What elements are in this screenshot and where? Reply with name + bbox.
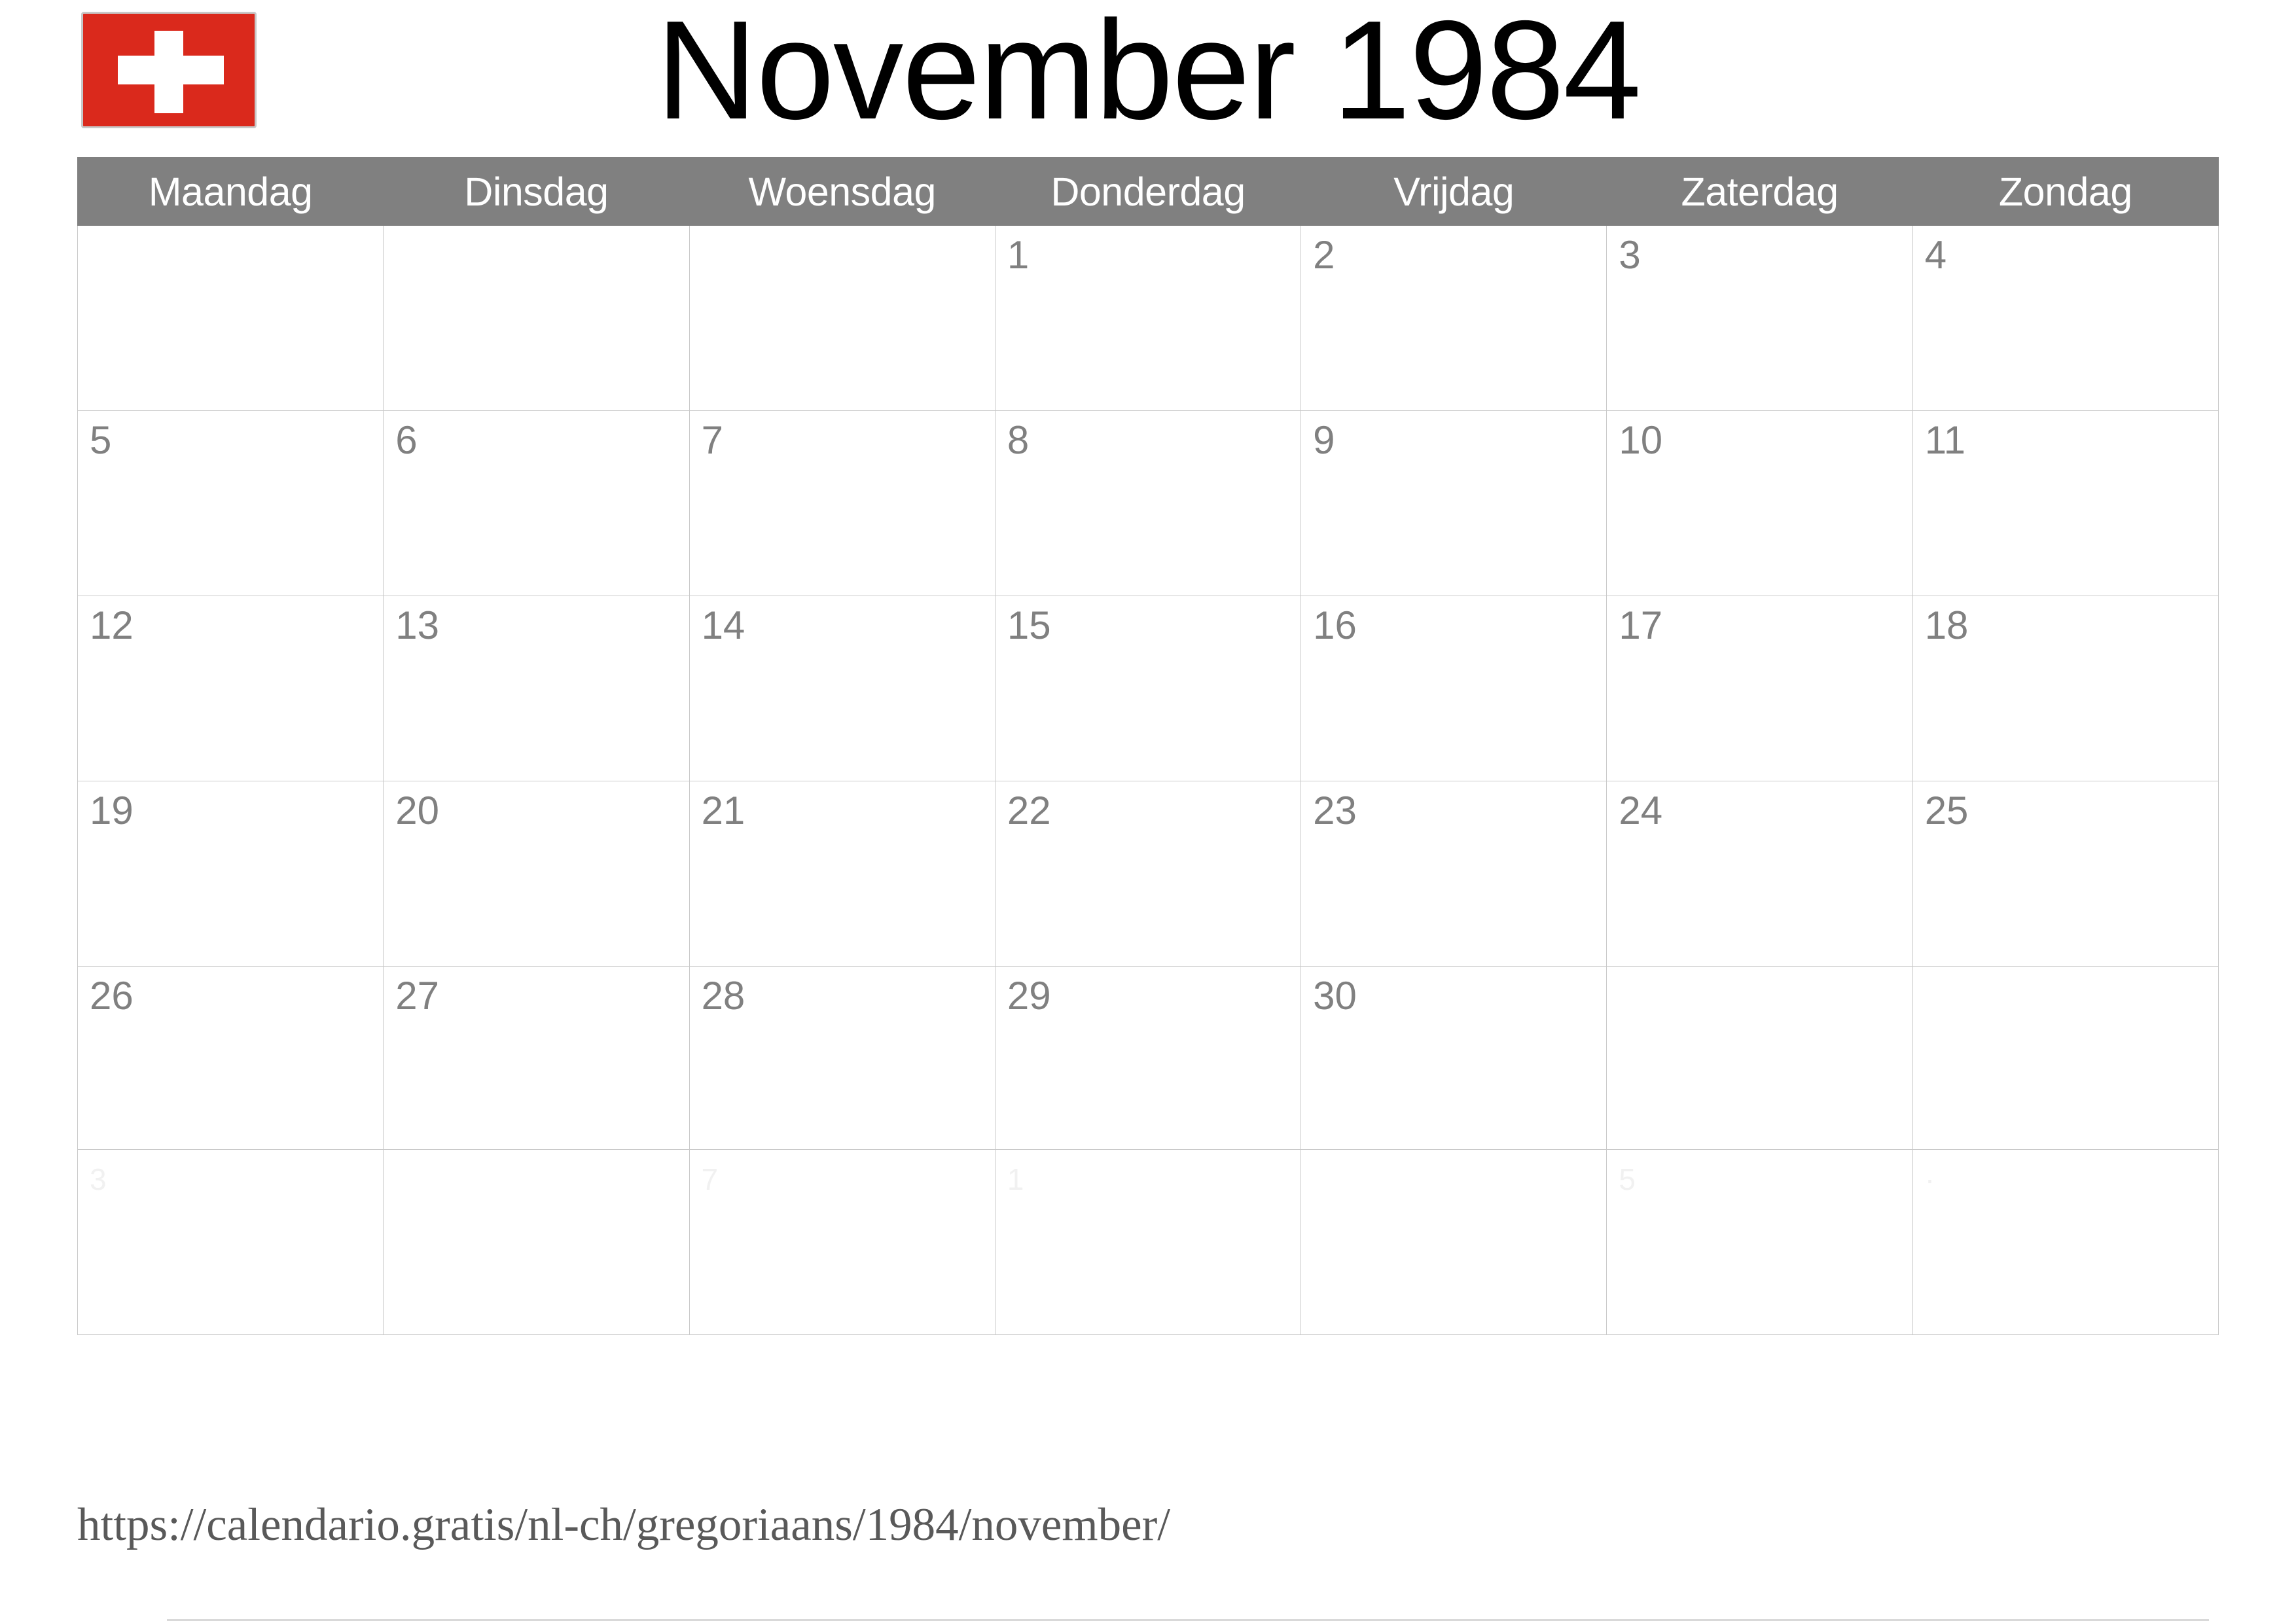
day-number: 16 <box>1313 603 1357 647</box>
calendar-day-cell[interactable] <box>78 1150 384 1335</box>
calendar-day-cell[interactable] <box>1607 781 1912 967</box>
weekday-header-row <box>78 158 2219 226</box>
day-number: 5 <box>1619 1162 1636 1196</box>
calendar-day-cell[interactable] <box>689 1150 995 1335</box>
calendar-day-cell[interactable] <box>1912 596 2218 781</box>
calendar-day-cell[interactable] <box>1912 967 2218 1150</box>
calendar-day-cell[interactable] <box>1912 411 2218 596</box>
day-number: 7 <box>701 1162 719 1196</box>
day-number: 3 <box>1619 233 1641 277</box>
calendar-day-cell[interactable] <box>995 1150 1300 1335</box>
calendar-day-cell[interactable] <box>1301 1150 1607 1335</box>
weekday-header-monday: Maandag <box>78 158 384 226</box>
day-number: 22 <box>1007 789 1051 832</box>
calendar-day-cell[interactable] <box>1607 1150 1912 1335</box>
calendar-day-cell[interactable] <box>689 967 995 1150</box>
day-number: 20 <box>395 789 440 832</box>
source-url[interactable]: https://calendario.gratis/nl-ch/gregoriaans/1984/november/ <box>77 1499 1170 1550</box>
day-number: 29 <box>1007 974 1051 1018</box>
calendar-day-cell[interactable] <box>995 226 1300 411</box>
weekday-header-tuesday: Dinsdag <box>384 158 689 226</box>
weekday-header-sunday: Zondag <box>1912 158 2218 226</box>
calendar-day-cell[interactable] <box>384 411 689 596</box>
calendar-day-cell[interactable] <box>1607 596 1912 781</box>
day-number: 10 <box>1619 418 1663 462</box>
day-number: 30 <box>1313 974 1357 1018</box>
calendar-day-cell[interactable] <box>995 781 1300 967</box>
calendar-day-cell[interactable] <box>384 226 689 411</box>
day-number: 6 <box>395 418 418 462</box>
page-title: November 1984 <box>656 0 1640 149</box>
calendar-table <box>77 157 2219 1335</box>
day-number: 4 <box>1924 233 1947 277</box>
day-number: 27 <box>395 974 440 1018</box>
weekday-header-friday: Vrijdag <box>1301 158 1607 226</box>
day-number: 14 <box>701 603 745 647</box>
calendar-day-cell[interactable] <box>995 596 1300 781</box>
calendar-day-cell[interactable] <box>689 596 995 781</box>
calendar-day-cell[interactable] <box>689 411 995 596</box>
day-number: 1 <box>1007 233 1030 277</box>
calendar-day-cell[interactable] <box>384 596 689 781</box>
calendar-week-row <box>78 226 2219 411</box>
calendar-day-cell[interactable] <box>78 781 384 967</box>
day-number: 23 <box>1313 789 1357 832</box>
day-number: 11 <box>1924 418 1965 462</box>
day-number: 25 <box>1924 789 1969 832</box>
day-number: · <box>1924 1162 1935 1196</box>
calendar-day-cell[interactable] <box>1607 967 1912 1150</box>
calendar-day-cell[interactable] <box>1301 411 1607 596</box>
page-header <box>0 0 2296 147</box>
calendar-week-row <box>78 411 2219 596</box>
calendar-day-cell[interactable] <box>1301 596 1607 781</box>
calendar-day-cell[interactable] <box>689 226 995 411</box>
weekday-header-wednesday: Woensdag <box>689 158 995 226</box>
calendar-day-cell[interactable] <box>1912 1150 2218 1335</box>
bottom-divider <box>167 1619 2209 1621</box>
day-number: 19 <box>90 789 134 832</box>
day-number: 12 <box>90 603 134 647</box>
calendar-day-cell[interactable] <box>995 411 1300 596</box>
day-number: 21 <box>701 789 745 832</box>
day-number: 1 <box>1007 1162 1024 1196</box>
day-number: 15 <box>1007 603 1051 647</box>
day-number: 7 <box>701 418 723 462</box>
calendar-day-cell[interactable] <box>384 781 689 967</box>
day-number: 17 <box>1619 603 1663 647</box>
calendar-day-cell[interactable] <box>384 1150 689 1335</box>
calendar-day-cell[interactable] <box>1607 226 1912 411</box>
calendar-day-cell[interactable] <box>995 967 1300 1150</box>
day-number: 26 <box>90 974 134 1018</box>
calendar-day-cell[interactable] <box>1301 967 1607 1150</box>
day-number: 8 <box>1007 418 1030 462</box>
calendar-day-cell[interactable] <box>1912 226 2218 411</box>
day-number: 5 <box>90 418 112 462</box>
calendar-day-cell[interactable] <box>78 967 384 1150</box>
calendar-day-cell[interactable] <box>78 411 384 596</box>
day-number: 24 <box>1619 789 1663 832</box>
day-number: 3 <box>90 1162 107 1196</box>
weekday-header-saturday: Zaterdag <box>1607 158 1912 226</box>
day-number: 28 <box>701 974 745 1018</box>
calendar-week-row-trailing <box>78 1150 2219 1335</box>
calendar-day-cell[interactable] <box>78 596 384 781</box>
day-number: 2 <box>1313 233 1335 277</box>
calendar-day-cell[interactable] <box>1301 781 1607 967</box>
calendar-day-cell[interactable] <box>78 226 384 411</box>
calendar-day-cell[interactable] <box>1301 226 1607 411</box>
day-number: 18 <box>1924 603 1969 647</box>
calendar-day-cell[interactable] <box>384 967 689 1150</box>
day-number: 13 <box>395 603 440 647</box>
calendar-week-row <box>78 596 2219 781</box>
weekday-header-thursday: Donderdag <box>995 158 1300 226</box>
calendar-day-cell[interactable] <box>1607 411 1912 596</box>
calendar-day-cell[interactable] <box>1912 781 2218 967</box>
calendar-day-cell[interactable] <box>689 781 995 967</box>
day-number: 9 <box>1313 418 1335 462</box>
calendar-week-row <box>78 781 2219 967</box>
calendar-week-row <box>78 967 2219 1150</box>
